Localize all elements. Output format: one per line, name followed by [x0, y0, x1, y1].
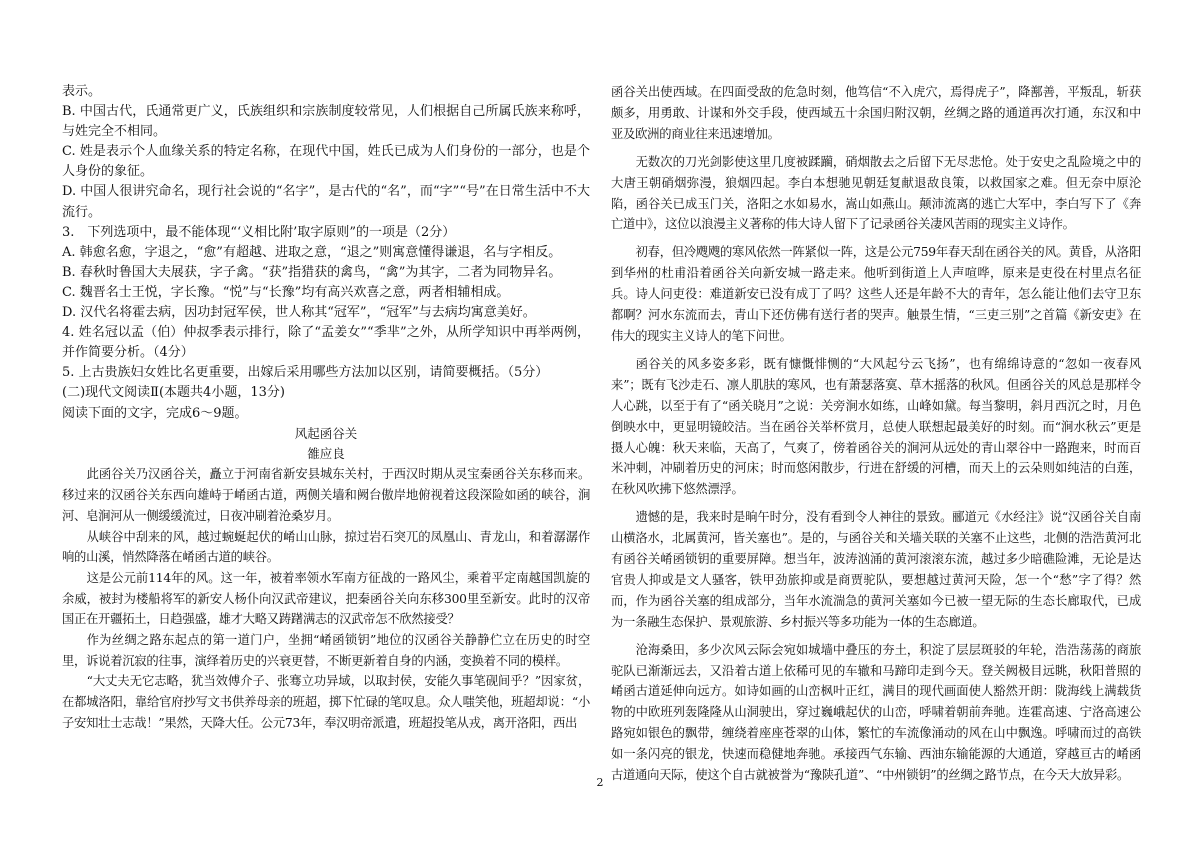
question-line: (二)现代文阅读Ⅱ(本题共4小题，13分) — [62, 385, 285, 401]
article-paragraph: 此函谷关乃汉函谷关，矗立于河南省新安县城东关村，于西汉时期从灵宝秦函谷关东移而来。移过来的汉函谷关东西向雄峙于崤函古道，两侧关墙和阙台傲岸地俯视着这段深险如函的峡谷，涧河、皂涧河从一侧缓缓流过，日夜冲刷着沧桑岁月。 — [62, 467, 590, 523]
article-paragraph: 无数次的刀光剑影使这里几度被蹂躏，硝烟散去之后留下无尽悲怆。处于安史之乱险境之中的大唐王朝硝烟弥漫，狼烟四起。李白本想驰见朝廷复献退敌良策，以救国家之难。但无奈中原沦陷，函谷关已成玉门关，洛阳之水如易水，嵩山如燕山。颠沛流离的逃亡大军中，李白写下了《奔亡道中》，这位以浪漫主义著称的伟大诗人留下了记录函谷关凄风苦雨的现实主义诗作。 — [611, 154, 1141, 232]
article-paragraph: 沧海桑田，多少次风云际会宛如城墙中叠压的夯土，积淀了层层斑驳的年轮，浩浩荡荡的商旅驼队已渐渐远去，又沿着古道上依稀可见的车辙和马蹄印走到今天。登关阙极目远眺，秋阳普照的崤函古道延伸向远方。如诗如画的山峦枫叶正红，满目的现代画面使人豁然开朗：陇海线上满载货物的中欧班列轰隆隆从山洞驶出，穿过巍峨起伏的山峦，呼啸着朝前奔驰。连霍高速、宁洛高速公路宛如银色的飘带，缠绕着座座苍翠的山体，繁忙的车流像涌动的风在山中飘逸。呼啸而过的高铁如一条闪亮的银龙，快速而稳健地奔驰。承接西气东输、西油东输能源的大通道，穿越亘古的崤函古道通向天际，使这个自古就被誉为“豫陕孔道”、“中州锁钥”的丝绸之路节点，在今天大放异彩。 — [611, 642, 1141, 783]
article-author: 雒应良 — [307, 446, 345, 461]
question-line: 3. 下列选项中，最不能体现“‘义相比附’取字原则”的一项是（2分） — [62, 224, 456, 240]
question-line: 5. 上古贵族妇女姓比名更重要，出嫁后采用哪些方法加以区别，请简要概括。（5分） — [62, 365, 549, 381]
left-column — [62, 82, 590, 734]
question-line: B. 中国古代，氏通常更广义，氏族组织和宗族制度较常见，人们根据自己所属氏族来称呼，与姓完全不相同。 — [62, 104, 590, 140]
question-line: A. 韩愈名愈，字退之，“愈”有超越、进取之意，“退之”则寓意懂得谦退，名与字相反。 — [62, 244, 562, 260]
question-line: D. 汉代名将霍去病，因功封冠军侯，世人称其“冠军”，“冠军”与去病均寓意美好。 — [62, 305, 536, 321]
question-line: 4. 姓名冠以孟（伯）仲叔季表示排行，除了“孟姜女”“季芈”之外，从所学知识中再举两例，并作简要分析。（4分） — [62, 325, 590, 361]
right-column — [611, 82, 1141, 793]
question-line: C. 魏晋名士王悦，字长豫。“悦”与“长豫”均有高兴欢喜之意，两者相辅相成。 — [62, 284, 510, 300]
question-line: D. 中国人很讲究命名，现行社会说的“名字”，是古代的“名”，而“字”“号”在日常生活中不大流行。 — [62, 184, 590, 220]
article-paragraph: “大丈夫无它志略，犹当效傅介子、张骞立功异域，以取封侯，安能久事笔砚间乎？”因家贫，在都城洛阳，靠给官府抄写文书供养母亲的班超，掷下忙碌的笔叹息。众人嗤笑他，班超却说：“小子安知壮士志哉！”果然，天降大任。公元73年，奉汉明帝派遣，班超投笔从戎，离开洛阳，西出 — [62, 674, 590, 730]
article-paragraph: 从峡谷中刮来的风，越过蜿蜒起伏的崤山山脉，掠过岩石突兀的凤凰山、青龙山，和着潺潺作响的山溪，悄然降落在崤函古道的峡谷。 — [62, 529, 590, 565]
article-title: 风起函谷关 — [294, 425, 358, 441]
article-paragraph: 函谷关的风多姿多彩，既有慷慨悱恻的“大风起兮云飞扬”，也有绵绵诗意的“忽如一夜春风来”；既有飞沙走石、凛人肌肤的寒风，也有萧瑟落寞、草木摇落的秋风。但函谷关的风总是那样令人心跳，以至于有了“函关晓月”之说：关旁涧水如练，山峰如黛。每当黎明，斜月西沉之时，月色倒映水中，更显明镜皎洁。当在函谷关举杯赏月，总使人联想起最美好的时刻。而“涧水秋云”更是摄人心魄：秋天来临，天高了，气爽了，傍着函谷关的涧河从远处的青山翠谷中一路跑来，时而百米冲刺，冲刷着历史的河床；时而悠闲散步，行进在舒缓的河槽，而天上的云朵则如纯洁的白莲，在秋风吹拂下悠然漂浮。 — [611, 356, 1141, 497]
page-number: 2 — [596, 776, 604, 789]
article-paragraph: 函谷关出使西域。在四面受敌的危急时刻，他笃信“不入虎穴，焉得虎子”，降鄯善，平叛乱，斩获颇多，用勇敢、计谋和外交手段，使西域五十余国归附汉朝，丝绸之路的通道再次打通，东汉和中亚及欧洲的商业往来迅速增加。 — [611, 85, 1141, 141]
question-line: 表示。 — [62, 84, 102, 99]
question-line: 阅读下面的文字，完成6～9题。 — [62, 405, 248, 421]
article-paragraph: 初春，但冷飕飕的寒风依然一阵紧似一阵，这是公元759年春天刮在函谷关的风。黄昏，从洛阳到华州的杜甫沿着函谷关向新安城一路走来。他听到街道上人声喧哗，原来是吏役在村里点名征兵。诗人问吏役：难道新安已没有成丁了吗？这些人还是年龄不大的青年，怎么能让他们去守卫东都啊？河水东流而去，青山下还仿佛有送行者的哭声。触景生情，“三吏三别”之首篇《新安吏》在伟大的现实主义诗人的笔下问世。 — [611, 245, 1141, 343]
article-paragraph: 作为丝绸之路东起点的第一道门户，坐拥“崤函锁钥”地位的汉函谷关静静伫立在历史的时空里，诉说着沉寂的往事，演绎着历史的兴衰更替，不断更新着自身的内涵，变换着不同的模样。 — [62, 633, 590, 668]
article-paragraph: 遗憾的是，我来时是晌午时分，没有看到令人神往的景致。郦道元《水经注》说“汉函谷关自南山横洛水，北属黄河，皆关塞也”。是的，与函谷关和关墙关联的关塞不止这些，北侧的浩浩黄河北有函谷关崤函锁钥的重要屏障。想当年，波涛汹涌的黄河滚滚东流，越过多少暗礁险滩，无论是达官贵人抑或是文人骚客，铁甲劲旅抑或是商贾驼队，要想越过黄河天险，怎一个“愁”字了得？然而，作为函谷关塞的组成部分，当年水流湍急的黄河关塞如今已被一望无际的生态长廊取代，已成为一条融生态保护、景观旅游、乡村振兴等多功能为一体的生态廊道。 — [611, 510, 1141, 629]
article-paragraph: 这是公元前114年的风。这一年，被着率领水军南方征战的一路风尘，乘着平定南越国凯旋的余威，被封为楼船将军的新安人杨仆向汉武帝建议，把秦函谷关向东移300里至新安。此时的汉帝国正在开疆拓土，日趋强盛，雄才大略又踌躇满志的汉武帝怎不欣然接受？ — [62, 570, 590, 627]
question-line: B. 春秋时鲁国大夫展获，字子禽。“获”指猎获的禽鸟，“禽”为其字，二者为同物异名。 — [62, 264, 562, 280]
question-line: C. 姓是表示个人血缘关系的特定名称，在现代中国，姓氏已成为人们身份的一部分，也是个人身份的象征。 — [62, 144, 590, 180]
